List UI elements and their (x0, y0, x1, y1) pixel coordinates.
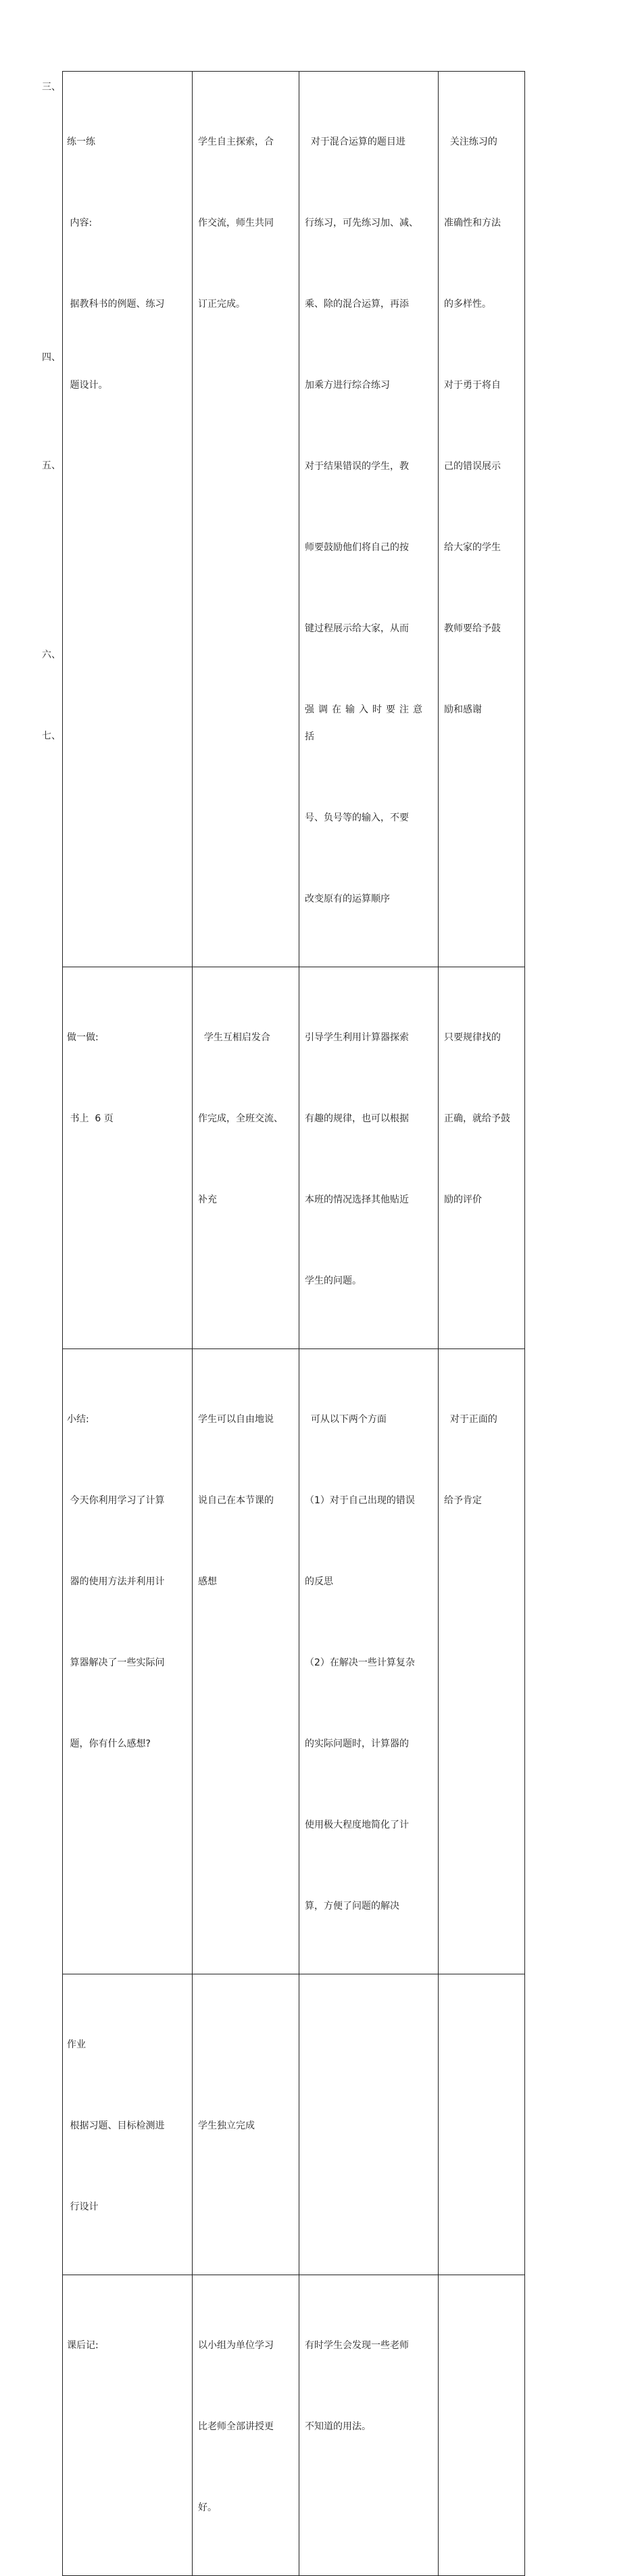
cell-line: 对于正面的 (444, 1414, 497, 1425)
cell-line: 算器解决了一些实际问 (67, 1657, 165, 1668)
teacher-activity-cell (299, 1974, 439, 2275)
cell-line: 正确，就给予鼓 (444, 1113, 510, 1124)
cell-line: 己的错误展示 (444, 461, 501, 472)
step-number: 四、 (42, 352, 61, 363)
cell-line: 只要规律找的 (444, 1032, 501, 1043)
cell-line: 准确性和方法 (444, 218, 501, 228)
cell-line: 键过程展示给大家，从而 (305, 623, 409, 634)
step-number: 六、 (42, 650, 61, 660)
teacher-activity-cell (299, 967, 439, 1349)
cell-line: 行设计 (67, 2202, 99, 2212)
notes-cell (439, 72, 525, 967)
cell-line: 对于混合运算的题目进 (305, 137, 405, 147)
student-activity-cell (193, 967, 299, 1349)
cell-line: 器的使用方法并利用计 (67, 1576, 165, 1587)
cell-line: 对于结果错误的学生，教 (305, 461, 409, 472)
cell-line: 有趣的规律，也可以根据 (305, 1113, 409, 1124)
table-row (63, 72, 525, 967)
cell-line: 给予肯定 (444, 1495, 482, 1506)
cell-line: 乘、除的混合运算，再添 (305, 299, 409, 310)
cell-line: 对于勇于将自 (444, 380, 501, 391)
cell-line: 师要鼓励他们将自己的按 (305, 542, 409, 553)
cell-line: 做一做: (67, 1032, 99, 1043)
cell-line: 引导学生利用计算器探索 (305, 1032, 409, 1043)
cell-line: 改变原有的运算顺序 (305, 894, 390, 904)
cell-line: 题设计。 (67, 380, 108, 391)
cell-line: 比老师全部讲授更 (198, 2421, 274, 2432)
notes-cell (439, 967, 525, 1349)
step-number: 七、 (42, 731, 61, 742)
content-cell (63, 1974, 193, 2275)
cell-line: 学生互相启发合 (198, 1032, 270, 1043)
student-activity-cell (193, 1349, 299, 1974)
cell-line: 据教科书的例题、练习 (67, 299, 165, 310)
cell-line: （2）在解决一些计算复杂 (305, 1657, 415, 1668)
notes-cell (439, 1349, 525, 1974)
cell-line: 内容: (67, 218, 93, 228)
cell-line: 本班的情况选择其他贴近 (305, 1194, 409, 1205)
student-activity-cell (193, 1974, 299, 2275)
cell-line: 订正完成。 (198, 299, 245, 310)
content-cell (63, 72, 193, 967)
cell-line: 的反思 (305, 1576, 333, 1587)
content-cell (63, 2275, 193, 2576)
cell-line: 今天你利用学习了计算 (67, 1495, 165, 1506)
step-number: 五、 (42, 460, 61, 471)
table-row (63, 2275, 525, 2576)
cell-line: 有时学生会发现一些老师 (305, 2340, 409, 2351)
cell-line: 教师要给予鼓 (444, 623, 501, 634)
cell-line: 以小组为单位学习 (198, 2340, 274, 2351)
cell-line: 题，你有什么感想? (67, 1739, 151, 1749)
cell-line: （1）对于自己出现的错误 (305, 1495, 415, 1506)
cell-line: 作完成，全班交流、 (198, 1113, 283, 1124)
lesson-plan-table (62, 71, 525, 2576)
cell-line: 给大家的学生 (444, 542, 501, 553)
cell-line: 书上 6 页 (67, 1113, 114, 1124)
cell-line: 可从以下两个方面 (305, 1414, 387, 1425)
cell-line: 强调在输入时要注意括 (305, 704, 426, 742)
teacher-activity-cell (299, 72, 439, 967)
cell-line: 加乘方进行综合练习 (305, 380, 390, 391)
content-cell (63, 1349, 193, 1974)
cell-line: 学生独立完成 (198, 2120, 255, 2131)
table-row (63, 1974, 525, 2275)
cell-line: 行练习，可先练习加、减、 (305, 218, 418, 228)
student-activity-cell (193, 72, 299, 967)
cell-line: 练一练 (67, 137, 95, 147)
cell-line: 课后记: (67, 2340, 99, 2351)
cell-line: 励和感谢 (444, 704, 482, 715)
cell-line: 学生的问题。 (305, 1275, 362, 1286)
cell-line: 励的评价 (444, 1194, 482, 1205)
cell-line: 作业 (67, 2039, 86, 2050)
cell-line: 感想 (198, 1576, 217, 1587)
student-activity-cell (193, 2275, 299, 2576)
cell-line: 学生可以自由地说 (198, 1414, 274, 1425)
teacher-activity-cell (299, 2275, 439, 2576)
cell-line: 不知道的用法。 (305, 2421, 371, 2432)
cell-line: 的多样性。 (444, 299, 491, 310)
cell-line: 使用极大程度地简化了计 (305, 1820, 409, 1830)
cell-line: 号、负号等的输入，不要 (305, 812, 409, 823)
table-row (63, 967, 525, 1349)
notes-cell (439, 2275, 525, 2576)
cell-line: 说自己在本节课的 (198, 1495, 274, 1506)
cell-line: 关注练习的 (444, 137, 497, 147)
cell-line: 算，方便了问题的解决 (305, 1901, 399, 1912)
cell-line: 小结: (67, 1414, 89, 1425)
content-cell (63, 967, 193, 1349)
teacher-activity-cell (299, 1349, 439, 1974)
cell-line: 学生自主探索，合 (198, 137, 274, 147)
cell-line: 补充 (198, 1194, 217, 1205)
cell-line: 的实际问题时，计算器的 (305, 1739, 409, 1749)
table-row (63, 1349, 525, 1974)
cell-line: 好。 (198, 2502, 217, 2513)
step-number: 三、 (42, 82, 61, 93)
cell-line: 根据习题、目标检测进 (67, 2120, 165, 2131)
notes-cell (439, 1974, 525, 2275)
cell-line (198, 2031, 295, 2058)
cell-line: 作交流，师生共同 (198, 218, 274, 228)
